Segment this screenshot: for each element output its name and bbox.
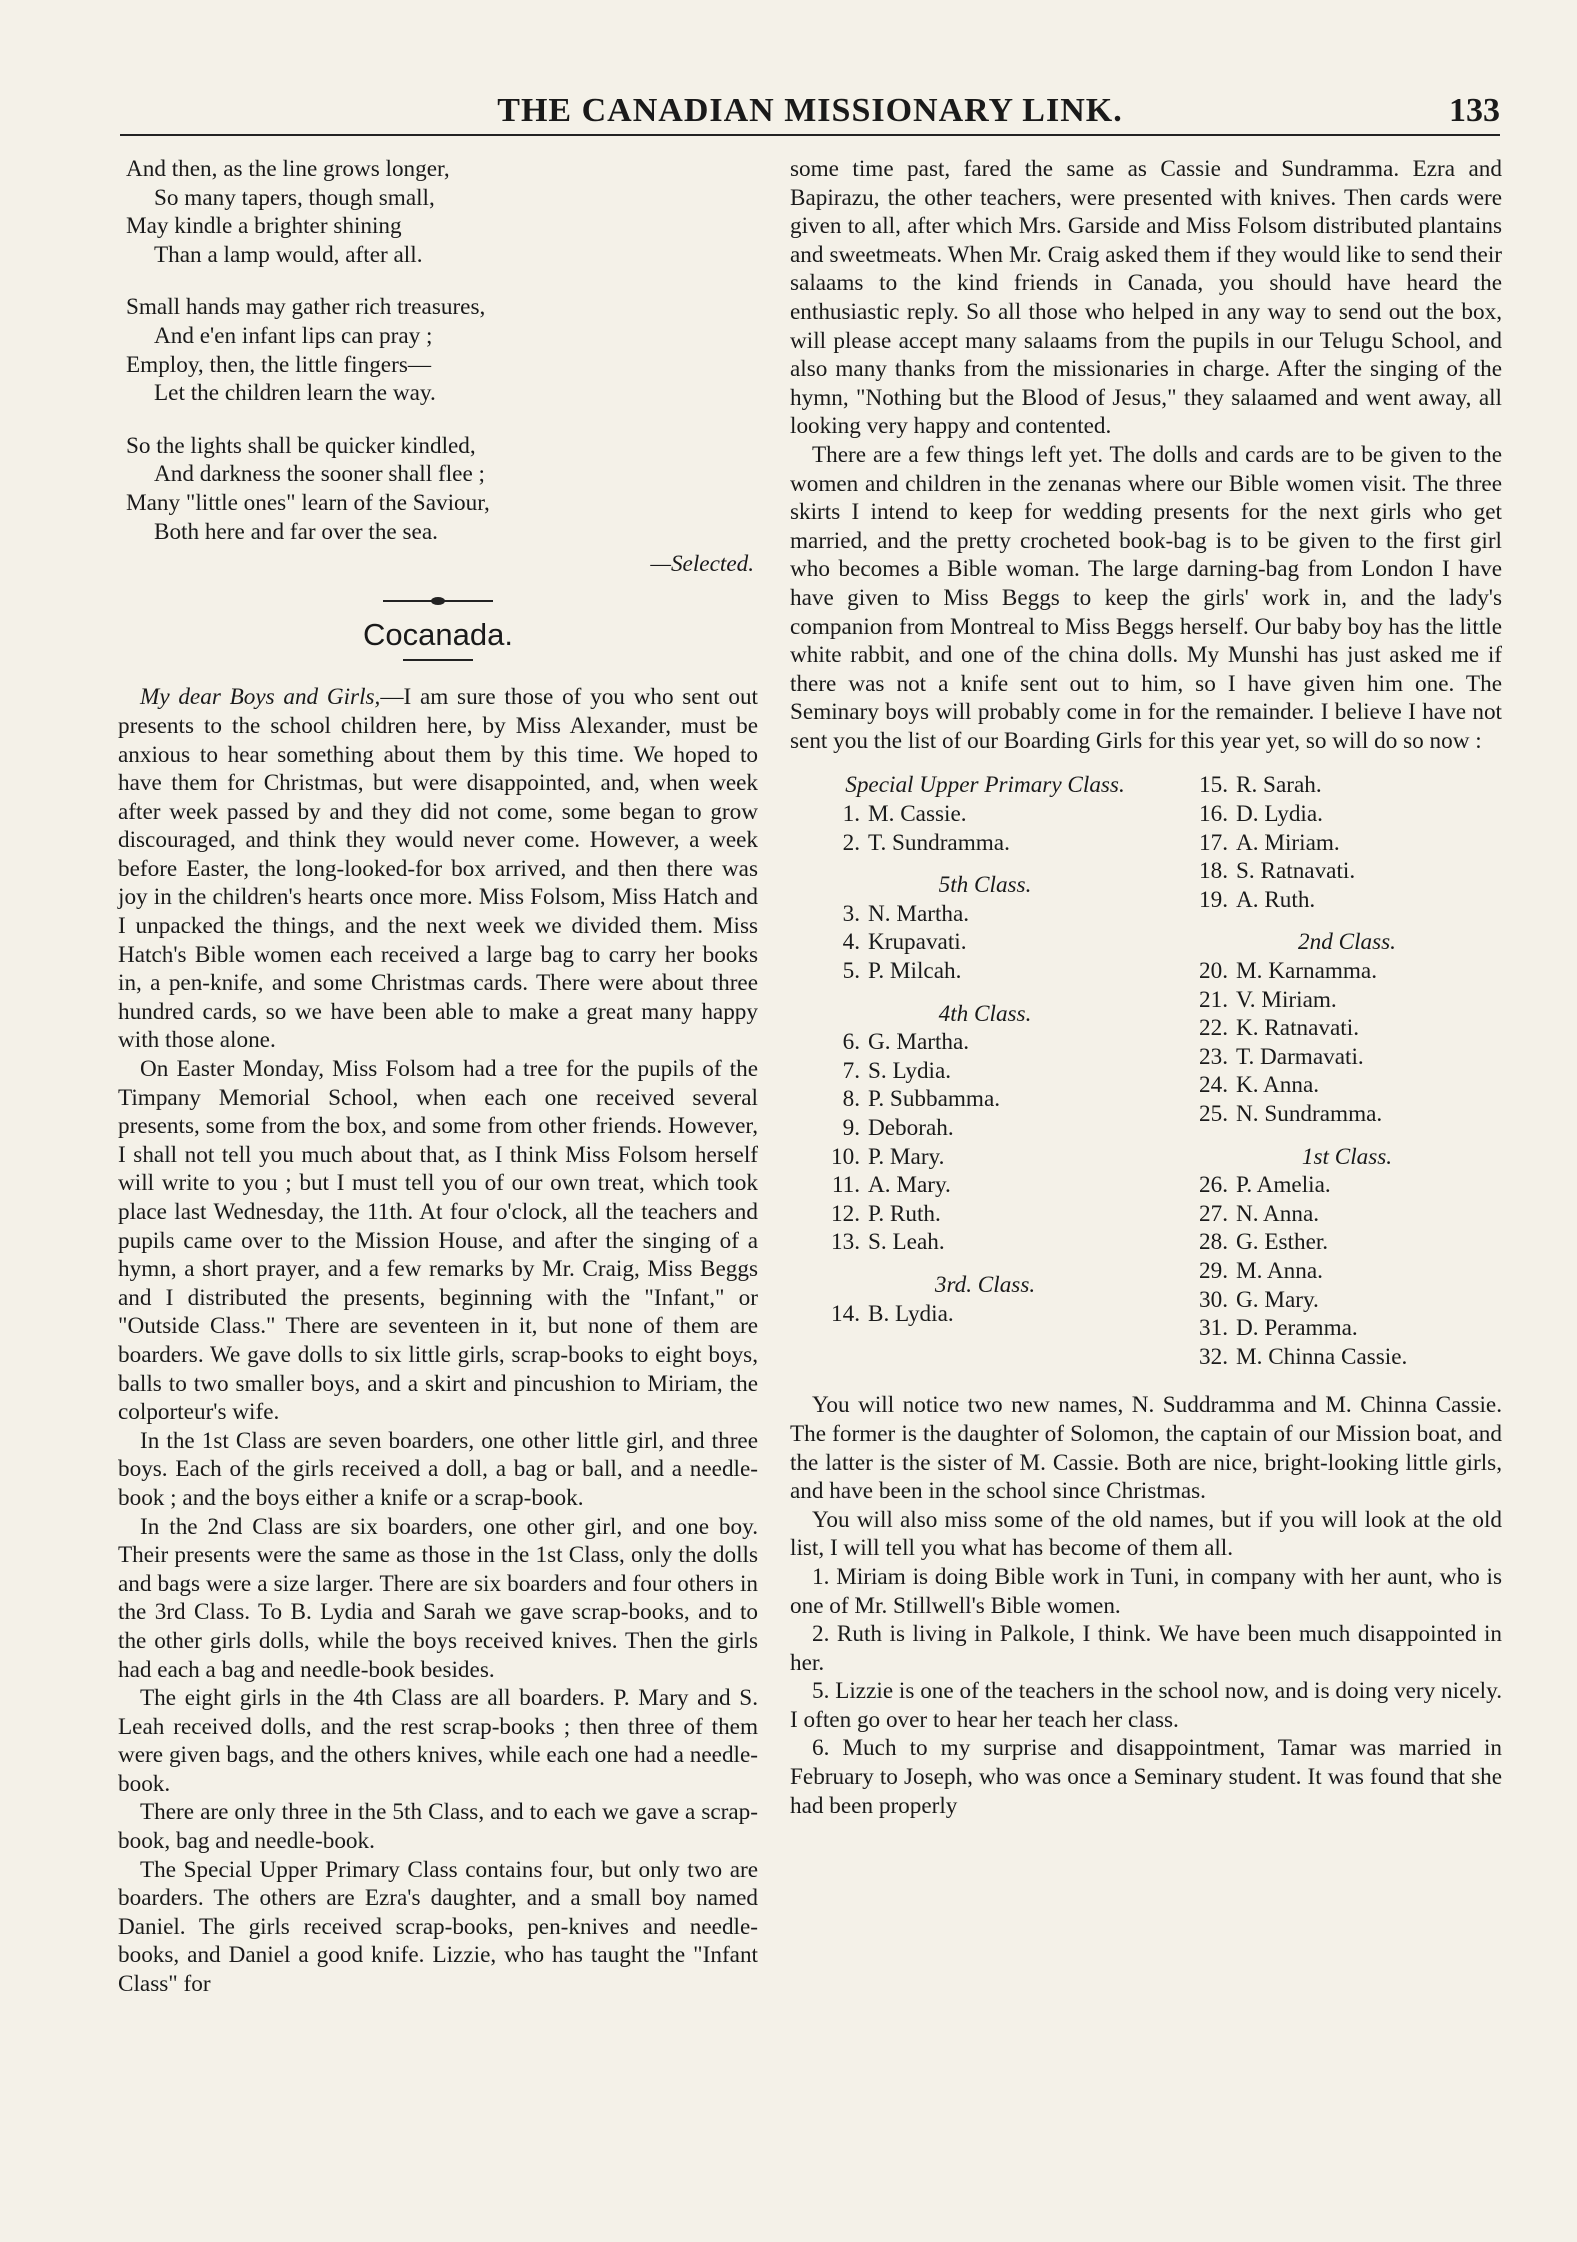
student-name: P. Amelia. [1236, 1172, 1331, 1199]
right-column [790, 155, 1502, 1820]
student-name: R. Sarah. [1236, 772, 1322, 799]
student-number: 32. [1199, 1343, 1228, 1370]
class-list-right [1146, 771, 1502, 1371]
student-name: A. Miriam. [1236, 829, 1340, 856]
student-entry [1192, 1100, 1502, 1129]
student-entry [1192, 829, 1502, 858]
student-name: P. Subbamma. [868, 1086, 1001, 1113]
student-name: Krupavati. [868, 929, 967, 956]
publication-title: THE CANADIAN MISSIONARY LINK. [497, 92, 1123, 129]
student-entry [824, 900, 1146, 929]
student-entry [824, 1228, 1146, 1257]
page-number: 133 [1449, 92, 1500, 129]
student-name: B. Lydia. [868, 1300, 954, 1327]
poem-line: And e'en infant lips can pray ; [154, 322, 433, 349]
class-heading: Special Upper Primary Class. [845, 772, 1125, 799]
student-number: 16. [1199, 801, 1228, 828]
poem-stanza [126, 432, 758, 546]
student-entry [1192, 957, 1502, 986]
student-entry [1192, 857, 1502, 886]
student-number: 1. [842, 801, 860, 828]
student-number: 7. [842, 1057, 860, 1084]
student-entry [824, 800, 1146, 829]
page-header [120, 88, 1500, 136]
class-heading: 1st Class. [1301, 1143, 1393, 1170]
student-name: T. Sundramma. [868, 829, 1010, 856]
poem-line: And darkness the sooner shall flee ; [154, 461, 485, 488]
student-entry [1192, 1343, 1502, 1372]
poem-line: So many tapers, though small, [154, 184, 435, 211]
student-number: 25. [1199, 1101, 1228, 1127]
student-number: 23. [1199, 1043, 1228, 1070]
article-paragraph: You will notice two new names, N. Suddramma and M. Chinna Cassie. The former is the daughter of Solomon, the captain of our Mission boat, and the latter is the sister of M. Cassie. Both are nice, bright-looking little girls, and have been in the school since Christmas. [790, 1392, 1502, 1505]
student-number: 15. [1199, 772, 1228, 799]
student-number: 11. [831, 1172, 860, 1199]
student-number: 21. [1199, 986, 1228, 1013]
poem-line: And then, as the line grows longer, [126, 156, 450, 182]
student-number: 20. [1199, 958, 1228, 985]
poem-line: Many "little ones" learn of the Saviour, [126, 489, 490, 516]
student-name: G. Martha. [868, 1029, 970, 1056]
poem-line: Small hands may gather rich treasures, [126, 294, 486, 321]
student-entry [1192, 1071, 1502, 1100]
poem-line: Both here and far over the sea. [154, 518, 438, 545]
student-name: T. Darmavati. [1236, 1043, 1364, 1070]
student-number: 8. [842, 1086, 860, 1113]
right-article-body-bottom [790, 1391, 1502, 1820]
student-entry [824, 1171, 1146, 1200]
student-number: 30. [1199, 1286, 1228, 1313]
article-paragraph: 5. Lizzie is one of the teachers in the school now, and is doing very nicely. I often go over to hear her teach her class. [790, 1678, 1502, 1733]
class-heading: 5th Class. [938, 872, 1032, 899]
article-paragraph: There are a few things left yet. The dolls and cards are to be given to the women and children in the zenanas where our Bible women visit. The three skirts I intend to keep for wedding presents for the next girls who get married, and the pretty crocheted book-bag is to be given to the first girl who becomes a Bible woman. The large darning-bag from London I have have given to Miss Beggs to keep the girls' work in, and the lady's companion from Montreal to Miss Beggs herself. Our baby boy has the little white rabbit, and one of the china dolls. My Munshi has just asked me if there was not a knife sent out to him, so I have given him one. The Seminary boys will probably come in for the remainder. I believe I have not sent you the list of our Boarding Girls for this year yet, so will do so now : [790, 441, 1502, 754]
student-entry [824, 1143, 1146, 1172]
student-number: 4. [842, 929, 860, 956]
student-name: V. Miriam. [1236, 986, 1337, 1013]
student-name: D. Lydia. [1236, 801, 1323, 828]
student-name: M. Karnamma. [1236, 958, 1378, 985]
student-entry [824, 1200, 1146, 1229]
student-entry [824, 1085, 1146, 1114]
article-paragraph: The eight girls in the 4th Class are all boarders. P. Mary and S. Leah received dolls, and the rest scrap-books ; then three of them were given bags, and the others knives, while each one had a needle-book. [118, 1685, 758, 1797]
poem [126, 155, 758, 546]
student-entry [1192, 1043, 1502, 1072]
student-name: N. Anna. [1236, 1200, 1320, 1227]
poem-line: So the lights shall be quicker kindled, [126, 432, 476, 459]
student-name: G. Esther. [1236, 1229, 1329, 1256]
student-name: P. Milcah. [868, 958, 962, 985]
student-entry [824, 1300, 1146, 1329]
student-entry [1192, 771, 1502, 800]
article-paragraph: In the 1st Class are seven boarders, one other little girl, and three boys. Each of the girls received a doll, a bag or ball, and a needle-book ; and the boys either a knife or a scrap-book. [118, 1427, 758, 1511]
class-heading: 2nd Class. [1298, 929, 1396, 956]
student-number: 24. [1199, 1072, 1228, 1099]
student-name: N. Sundramma. [1236, 1101, 1383, 1127]
student-entry [1192, 886, 1502, 915]
student-number: 2. [842, 829, 860, 856]
student-number: 3. [842, 900, 860, 927]
article-title: Cocanada. [363, 616, 513, 652]
student-number: 19. [1199, 886, 1228, 913]
student-entry [824, 1028, 1146, 1057]
left-column [118, 155, 758, 1999]
student-name: A. Mary. [868, 1172, 951, 1199]
poem-stanza [126, 155, 758, 269]
student-entry [1192, 1257, 1502, 1286]
student-number: 14. [831, 1300, 860, 1327]
student-number: 27. [1199, 1200, 1228, 1227]
student-entry [1192, 1014, 1502, 1043]
poem-credit: —Selected. [650, 551, 754, 578]
section-divider-ornament [383, 597, 493, 605]
student-name: K. Ratnavati. [1236, 1015, 1359, 1042]
student-number: 12. [831, 1200, 860, 1227]
left-article-body [118, 683, 758, 1998]
student-entry [1192, 1314, 1502, 1343]
student-entry [824, 957, 1146, 986]
poem-line: May kindle a brighter shining [126, 213, 402, 240]
article-paragraph: In the 2nd Class are six boarders, one other girl, and one boy. Their presents were the same as those in the 1st Class, only the dolls and bags were a size larger. There are six boarders and four others in the 3rd Class. To B. Lydia and Sarah we gave scrap-books, and to the other girls dolls, while the boys received knives. Then the girls had each a bag and needle-book besides. [118, 1513, 758, 1683]
class-list-left [790, 771, 1146, 1371]
article-paragraph: 2. Ruth is living in Palkole, I think. We have been much disappointed in her. [790, 1621, 1502, 1676]
article-paragraph [118, 683, 758, 1055]
title-rule [403, 659, 473, 661]
boarding-girls-list [790, 771, 1502, 1371]
article-paragraph: 6. Much to my surprise and disappointment, Tamar was married in February to Joseph, who was once a Seminary student. It was found that she had been properly [790, 1735, 1502, 1819]
student-name: M. Chinna Cassie. [1236, 1343, 1408, 1370]
student-number: 31. [1199, 1315, 1228, 1342]
student-name: G. Mary. [1236, 1286, 1319, 1313]
poem-line: Employ, then, the little fingers— [126, 351, 432, 378]
student-name: M. Cassie. [868, 801, 967, 828]
student-number: 9. [842, 1115, 860, 1141]
student-entry [824, 1057, 1146, 1086]
student-number: 18. [1199, 858, 1228, 885]
student-name: Deborah. [868, 1115, 954, 1141]
student-entry [824, 928, 1146, 957]
student-entry [1192, 1228, 1502, 1257]
student-number: 28. [1199, 1229, 1228, 1256]
student-name: P. Ruth. [868, 1200, 941, 1227]
student-entry [1192, 800, 1502, 829]
article-paragraph: 1. Miriam is doing Bible work in Tuni, in company with her aunt, who is one of Mr. Stillwell's Bible women. [790, 1563, 1502, 1619]
poem-line: Than a lamp would, after all. [154, 241, 423, 268]
student-entry [1192, 986, 1502, 1015]
student-number: 6. [842, 1029, 860, 1056]
article-paragraph: On Easter Monday, Miss Folsom had a tree for the pupils of the Timpany Memorial School, when each one received several presents, some from the box, and some from other friends. However, I shall not tell you much about that, as I think Miss Folsom herself will write to you ; but I must tell you of our own treat, which took place last Wednesday, the 11th. At four o'clock, all the teachers and pupils came over to the Mission House, and after the singing of a hymn, a short prayer, and a few remarks by Mr. Craig, Miss Beggs and I distributed the presents, beginning with the "Infant," or "Outside Class." There are seventeen in it, but none of them are boarders. We gave dolls to six little girls, scrap-books to eight boys, balls to two smaller boys, and a skirt and pincushion to Miriam, the colporteur's wife. [118, 1056, 758, 1426]
student-entry [824, 829, 1146, 858]
article-paragraph: The Special Upper Primary Class contains four, but only two are boarders. The others are Ezra's daughter, and a small boy named Daniel. The girls received scrap-books, pen-knives and needle-books, and Daniel a good knife. Lizzie, who has taught the "Infant Class" for [118, 1856, 758, 1998]
article-paragraph: There are only three in the 5th Class, and to each we gave a scrap-book, bag and needle-book. [118, 1799, 758, 1855]
class-heading: 4th Class. [938, 1000, 1032, 1027]
student-entry [1192, 1286, 1502, 1315]
student-number: 5. [842, 958, 860, 985]
student-number: 13. [831, 1229, 860, 1256]
student-name: P. Mary. [868, 1143, 945, 1170]
student-entry [1192, 1171, 1502, 1200]
student-name: N. Martha. [868, 900, 970, 927]
student-number: 17. [1199, 829, 1228, 856]
student-name: A. Ruth. [1236, 886, 1316, 913]
student-name: D. Peramma. [1236, 1315, 1358, 1342]
student-entry [1192, 1200, 1502, 1229]
student-number: 29. [1199, 1257, 1228, 1284]
right-article-body-top [790, 155, 1502, 755]
student-name: K. Anna. [1236, 1072, 1320, 1099]
article-paragraph: some time past, fared the same as Cassie and Sundramma. Ezra and Bapirazu, the other teachers, were presented with knives. Then cards were given to all, after which Mrs. Garside and Miss Folsom distributed plantains and sweetmeats. When Mr. Craig asked them if they would like to send their salaams to the kind friends in Canada, you should have heard the enthusiastic reply. So all those who helped in any way to send out the box, will please accept many salaams from the pupils in our Telugu School, and also many thanks from the missionaries in charge. After the singing of the hymn, "Nothing but the Blood of Jesus," they salaamed and went away, all looking very happy and contented. [790, 156, 1502, 440]
student-name: S. Lydia. [868, 1057, 952, 1084]
student-number: 26. [1199, 1172, 1228, 1199]
paragraph-text: —I am sure those of you who sent out presents to the school children here, by Miss Alexander, must be anxious to hear something about them by this time. We hoped to have them for Christmas, but were disappointed, and, when week after week passed by and they did not come, some began to grow discouraged, and think they would never come. However, a week before Easter, the long-looked-for box arrived, and then there was joy in the children's hearts once more. Miss Folsom, Miss Hatch and I unpacked the things, and the next week we divided them. Miss Hatch's Bible women each received a large bag to carry her books in, a pen-knife, and some Christmas cards. There were about three hundred cards, so we have been able to make a great many happy with those alone. [118, 684, 758, 1054]
student-number: 22. [1199, 1015, 1228, 1042]
poem-line: Let the children learn the way. [154, 380, 436, 407]
student-number: 10. [831, 1143, 860, 1170]
poem-stanza [126, 293, 758, 407]
student-name: M. Anna. [1236, 1257, 1323, 1284]
student-name: S. Leah. [868, 1229, 945, 1256]
salutation: My dear Boys and Girls, [140, 684, 381, 711]
article-paragraph: You will also miss some of the old names, but if you will look at the old list, I will tell you what has become of them all. [790, 1506, 1502, 1562]
student-entry [824, 1114, 1146, 1143]
class-heading: 3rd. Class. [934, 1271, 1036, 1298]
student-name: S. Ratnavati. [1236, 858, 1356, 885]
